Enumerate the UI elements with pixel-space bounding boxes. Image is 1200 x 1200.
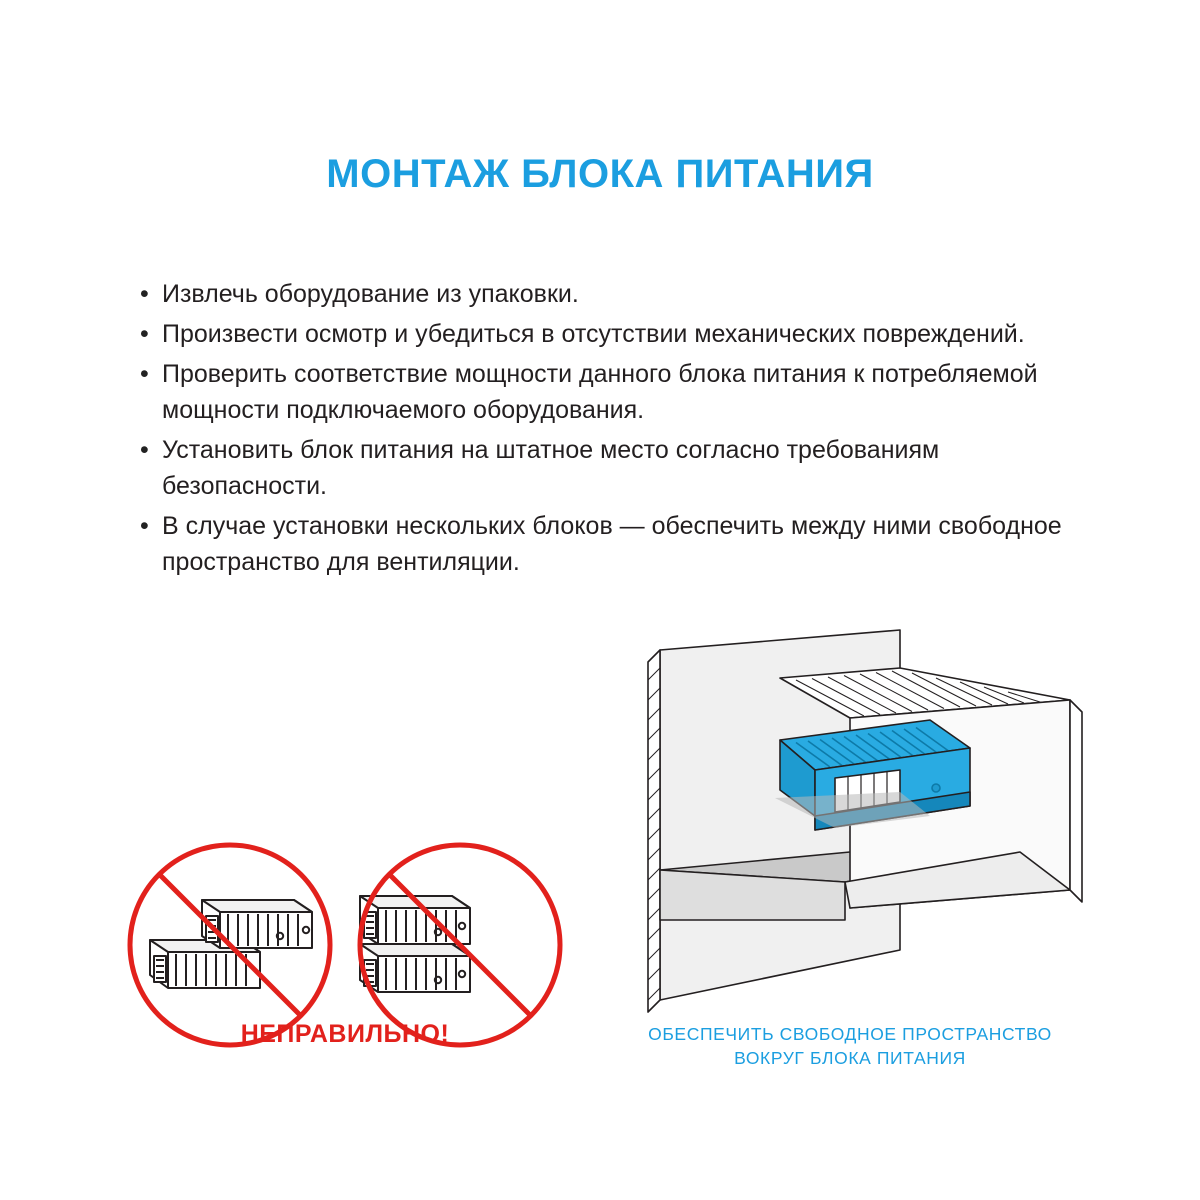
bullet-icon: • (140, 320, 149, 348)
bullet-icon: • (140, 512, 149, 540)
wrong-caption: НЕПРАВИЛЬНО! (240, 1020, 450, 1048)
correct-caption-line2: ВОКРУГ БЛОКА ПИТАНИЯ (734, 1048, 966, 1068)
correct-example-figure (600, 620, 1120, 1010)
niche-illustration-svg (600, 620, 1120, 1020)
bullet-icon: • (140, 360, 149, 388)
page-title: МОНТАЖ БЛОКА ПИТАНИЯ (326, 152, 874, 196)
power-supply-stacked-icon (360, 896, 470, 992)
correct-caption-line1: ОБЕСПЕЧИТЬ СВОБОДНОЕ ПРОСТРАНСТВО (648, 1024, 1052, 1044)
list-item (140, 316, 1080, 352)
list-item (140, 356, 1080, 428)
correct-caption (580, 1022, 1120, 1070)
list-item-text: Проверить соответствие мощности данного блока питания к потребляемой мощности подключаемого оборудования. (162, 360, 1038, 424)
list-item (140, 432, 1080, 504)
instruction-list (140, 276, 1080, 584)
figure-area (0, 620, 1200, 1120)
list-item-text: Установить блок питания на штатное место согласно требованиям безопасности. (162, 436, 940, 500)
bullet-icon: • (140, 280, 149, 308)
list-item-text: Произвести осмотр и убедиться в отсутствии механических повреждений. (162, 320, 1025, 348)
list-item (140, 508, 1080, 580)
list-item-text: Извлечь оборудование из упаковки. (162, 280, 579, 308)
list-item-text: В случае установки нескольких блоков — обеспечить между ними свободное пространство для вентиляции. (162, 512, 1062, 576)
list-item (140, 276, 1080, 312)
bullet-icon: • (140, 436, 149, 464)
